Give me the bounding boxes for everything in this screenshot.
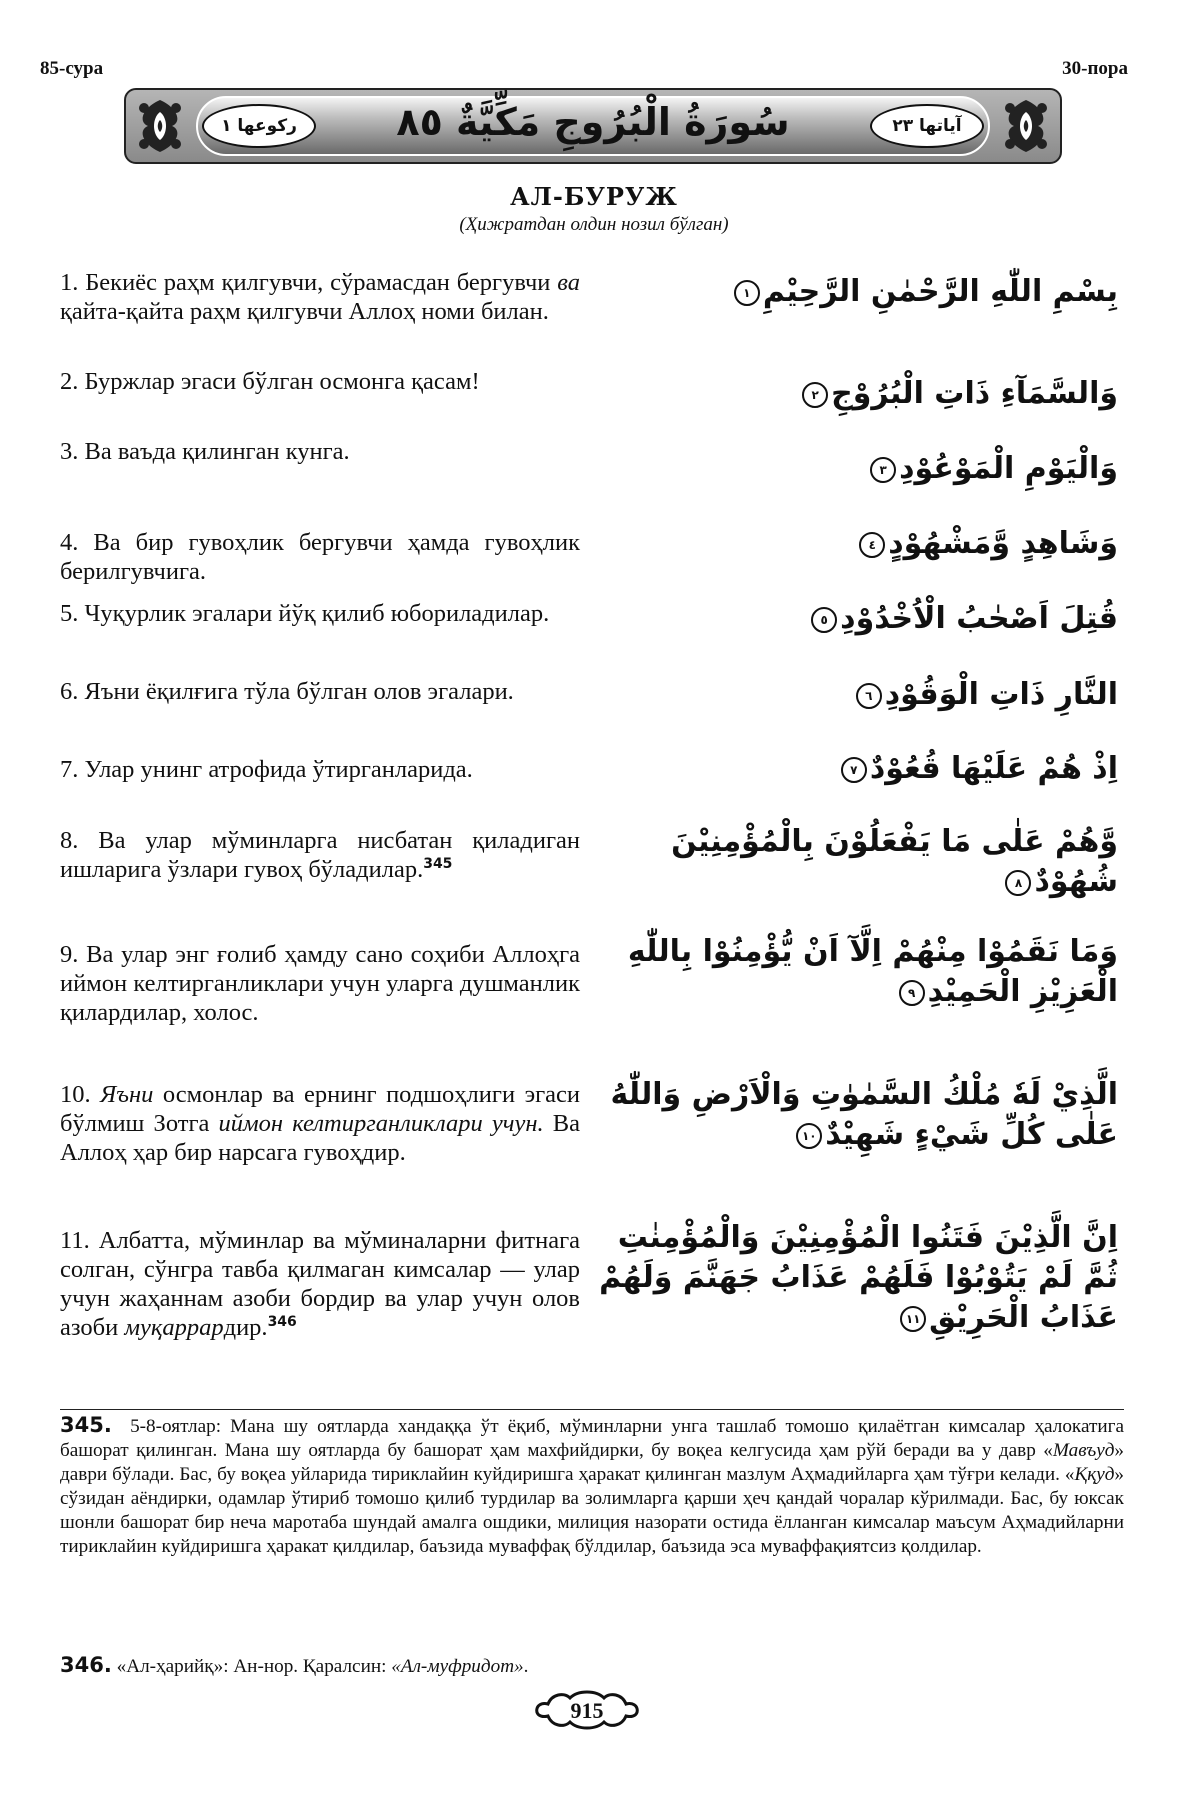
verse-translation-3: 3. Ва ваъда қилинган кунга. [60, 438, 350, 465]
ayah-number-marker: ٢ [802, 382, 828, 408]
verse-arabic-7 [618, 749, 1118, 789]
verse-text: 11. Албатта, мўминлар ва мўминаларни фитнага солган, сўнгра тавба қилмаган кимсалар — улар учун жаҳаннам азоби бордир ва улар учун олов азоби [60, 1227, 580, 1341]
ayah-number-marker: ٨ [1005, 870, 1031, 896]
footnote-italic: Мавъуд [1052, 1440, 1115, 1461]
arabic-text: وَشَاهِدٍ وَّمَشْهُوْدٍ [888, 526, 1118, 561]
footnote-italic: Ққуд [1074, 1464, 1115, 1485]
ayah-number-marker: ٣ [870, 457, 896, 483]
verse-translation-11 [60, 1226, 580, 1342]
footnote-divider [60, 1409, 1124, 1410]
verse-translation-4: 4. Ва бир гувоҳлик бергувчи ҳамда гувоҳлик берилгувчига. [60, 529, 580, 585]
ayah-number-marker: ١٠ [796, 1123, 822, 1149]
verse-arabic-2 [618, 374, 1118, 414]
footnote-number: 346. [60, 1653, 112, 1677]
arabic-text: قُتِلَ اَصْحٰبُ الْاُخْدُوْدِ [840, 601, 1118, 636]
ruku-count-oval: ركوعها ١ [202, 104, 316, 148]
page-number: 915 [570, 1698, 604, 1723]
ayah-number-marker: ٩ [899, 980, 925, 1006]
verse-translation-6: 6. Яъни ёқилғига тўла бўлган олов эгалари. [60, 678, 514, 705]
verse-arabic-3 [618, 449, 1118, 489]
verse-translation-5: 5. Чуқурлик эгалари йўқ қилиб юбориладилар. [60, 600, 550, 627]
verse-translation-9: 9. Ва улар энг ғолиб ҳамду сано соҳиби Аллоҳга иймон келтирганликлари учун уларга душманлик қилардилар, холос. [60, 941, 580, 1026]
page-number-badge [528, 1690, 646, 1730]
arabic-text: الَّذِيْ لَهٗ مُلْكُ السَّمٰوٰتِ وَالْاَرْضِ وَاللّٰهُ عَلٰى كُلِّ شَيْءٍ شَهِيْدٌ [610, 1077, 1118, 1152]
floral-ornament-icon [996, 94, 1056, 158]
footnote-text: » сўзидан аёндирки, одамлар ўтириб томошо қилиб турдилар ва золимларга қарши ҳеч қандай чоралар кўрилмади. Бас, бу юксак шонли башорат бир неча маротаба шундай амалга ошдики, милиция назорати остида ёлланган кимсалар маъсум Аҳмадийларни тириклайин куйдиришга ҳаракат қилдилар, баъзида муваффақ бўлдилар, баъзида эса муваффақиятсиз қолдилар. [60, 1464, 1124, 1557]
verse-arabic-8 [598, 822, 1118, 902]
verse-arabic-5 [618, 599, 1118, 639]
footnote-345 [60, 1413, 1124, 1559]
surah-banner [124, 88, 1062, 164]
arabic-text: اِذْ هُمْ عَلَيْهَا قُعُوْدٌ [869, 751, 1118, 786]
ayah-number-marker: ٦ [856, 683, 882, 709]
verse-text: қайта-қайта раҳм қилгувчи Аллоҳ номи билан. [60, 298, 549, 325]
verse-arabic-4 [618, 524, 1118, 564]
footnote-346 [60, 1653, 1124, 1679]
ayah-number-marker: ٧ [841, 757, 867, 783]
running-head-para: 30-пора [1062, 58, 1128, 79]
footnote-text: . [523, 1656, 529, 1677]
verse-arabic-11 [598, 1218, 1118, 1338]
footnote-ref-345[interactable]: 345 [423, 855, 453, 872]
verse-translation-2: 2. Буржлар эгаси бўлган осмонга қасам! [60, 368, 480, 395]
verse-text: 10. [60, 1081, 101, 1108]
footnote-text: «Ал-ҳарийқ»: Ан-нор. Қаралсин: [116, 1656, 392, 1677]
surah-title: АЛ-БУРУЖ [510, 182, 678, 211]
verse-italic: ва [557, 269, 580, 296]
verse-italic: иймон келтирганликлари учун. [218, 1110, 544, 1137]
verse-italic: муқаррар [124, 1314, 224, 1341]
footnote-number: 345. [60, 1413, 112, 1437]
verse-italic: Яъни [100, 1081, 154, 1108]
footnote-text: 5-8-оятлар: Мана шу оятларда хандаққа ўт ёқиб, мўминларни унга ташлаб томошо қилаётган кимсалар ҳалокатига башорат қилинган. Мана шу оятларда бу башорат ҳам махфийдирки, бу воқеа келгусида ҳам рўй беради ва у давр « [60, 1416, 1124, 1461]
footnote-ref-346[interactable]: 346 [267, 1313, 297, 1330]
arabic-text: وَّهُمْ عَلٰى مَا يَفْعَلُوْنَ بِالْمُؤْمِنِيْنَ شُهُوْدٌ [671, 824, 1118, 899]
verse-translation-10 [60, 1080, 580, 1167]
running-head-surah: 85-сура [40, 58, 104, 79]
arabic-text: وَالسَّمَآءِ ذَاتِ الْبُرُوْجِ [831, 376, 1118, 411]
verse-translation-1 [60, 268, 580, 326]
arabic-text: بِسْمِ اللّٰهِ الرَّحْمٰنِ الرَّحِيْمِ [762, 274, 1118, 309]
ayat-count-oval: آياتها ٢٣ [870, 104, 984, 148]
verse-arabic-10 [598, 1075, 1118, 1155]
floral-ornament-icon [130, 94, 190, 158]
verse-translation-8 [60, 826, 580, 884]
verse-text: осмонлар ва ернинг подшоҳлиги эгаси бўлмиш Зотга [60, 1081, 581, 1137]
verse-text: Ва Аллоҳ ҳар бир нарсага гувоҳдир. [60, 1110, 580, 1166]
verse-text: 1. Бекиёс раҳм қилгувчи, сўрамасдан бергувчи [60, 269, 558, 296]
ayah-number-marker: ٥ [811, 607, 837, 633]
verse-text: дир. [223, 1314, 268, 1341]
arabic-text: وَمَا نَقَمُوْا مِنْهُمْ اِلَّآ اَنْ يُّؤْمِنُوْا بِاللّٰهِ الْعَزِيْزِ الْحَمِيْدِ [627, 934, 1118, 1009]
footnote-text: » даври бўлади. Бас, бу воқеа уйларида тириклайин куйдиришга ҳаракат қилинган мазлум Аҳмадийларга ҳам тўғри келади. « [60, 1440, 1124, 1485]
verse-translation-7: 7. Улар унинг атрофида ўтирганларида. [60, 756, 473, 783]
verse-arabic-6 [618, 675, 1118, 715]
verse-arabic-1 [618, 272, 1118, 312]
verse-arabic-9 [598, 932, 1118, 1012]
surah-subtitle: (Ҳижратдан олдин нозил бўлган) [459, 214, 729, 235]
surah-arabic-title: سُورَةُ الْبُرُوجِ مَكِّيَّةٌ ٨٥ [396, 100, 790, 144]
ayah-number-marker: ١١ [900, 1306, 926, 1332]
arabic-text: وَالْيَوْمِ الْمَوْعُوْدِ [899, 451, 1118, 486]
footnote-italic: «Ал-муфридот» [391, 1656, 524, 1677]
verse-text: 8. Ва улар мўминларга нисбатан қиладиган ишларига ўзлари гувоҳ бўладилар. [60, 827, 580, 883]
ayah-number-marker: ١ [734, 280, 760, 306]
arabic-text: النَّارِ ذَاتِ الْوَقُوْدِ [884, 677, 1118, 712]
arabic-text: اِنَّ الَّذِيْنَ فَتَنُوا الْمُؤْمِنِيْنَ وَالْمُؤْمِنٰتِ ثُمَّ لَمْ يَتُوْبُوْا فَلَهُمْ عَذَابُ جَهَنَّمَ وَلَهُمْ عَذَابُ الْحَرِيْقِ [599, 1220, 1118, 1335]
ayah-number-marker: ٤ [859, 532, 885, 558]
